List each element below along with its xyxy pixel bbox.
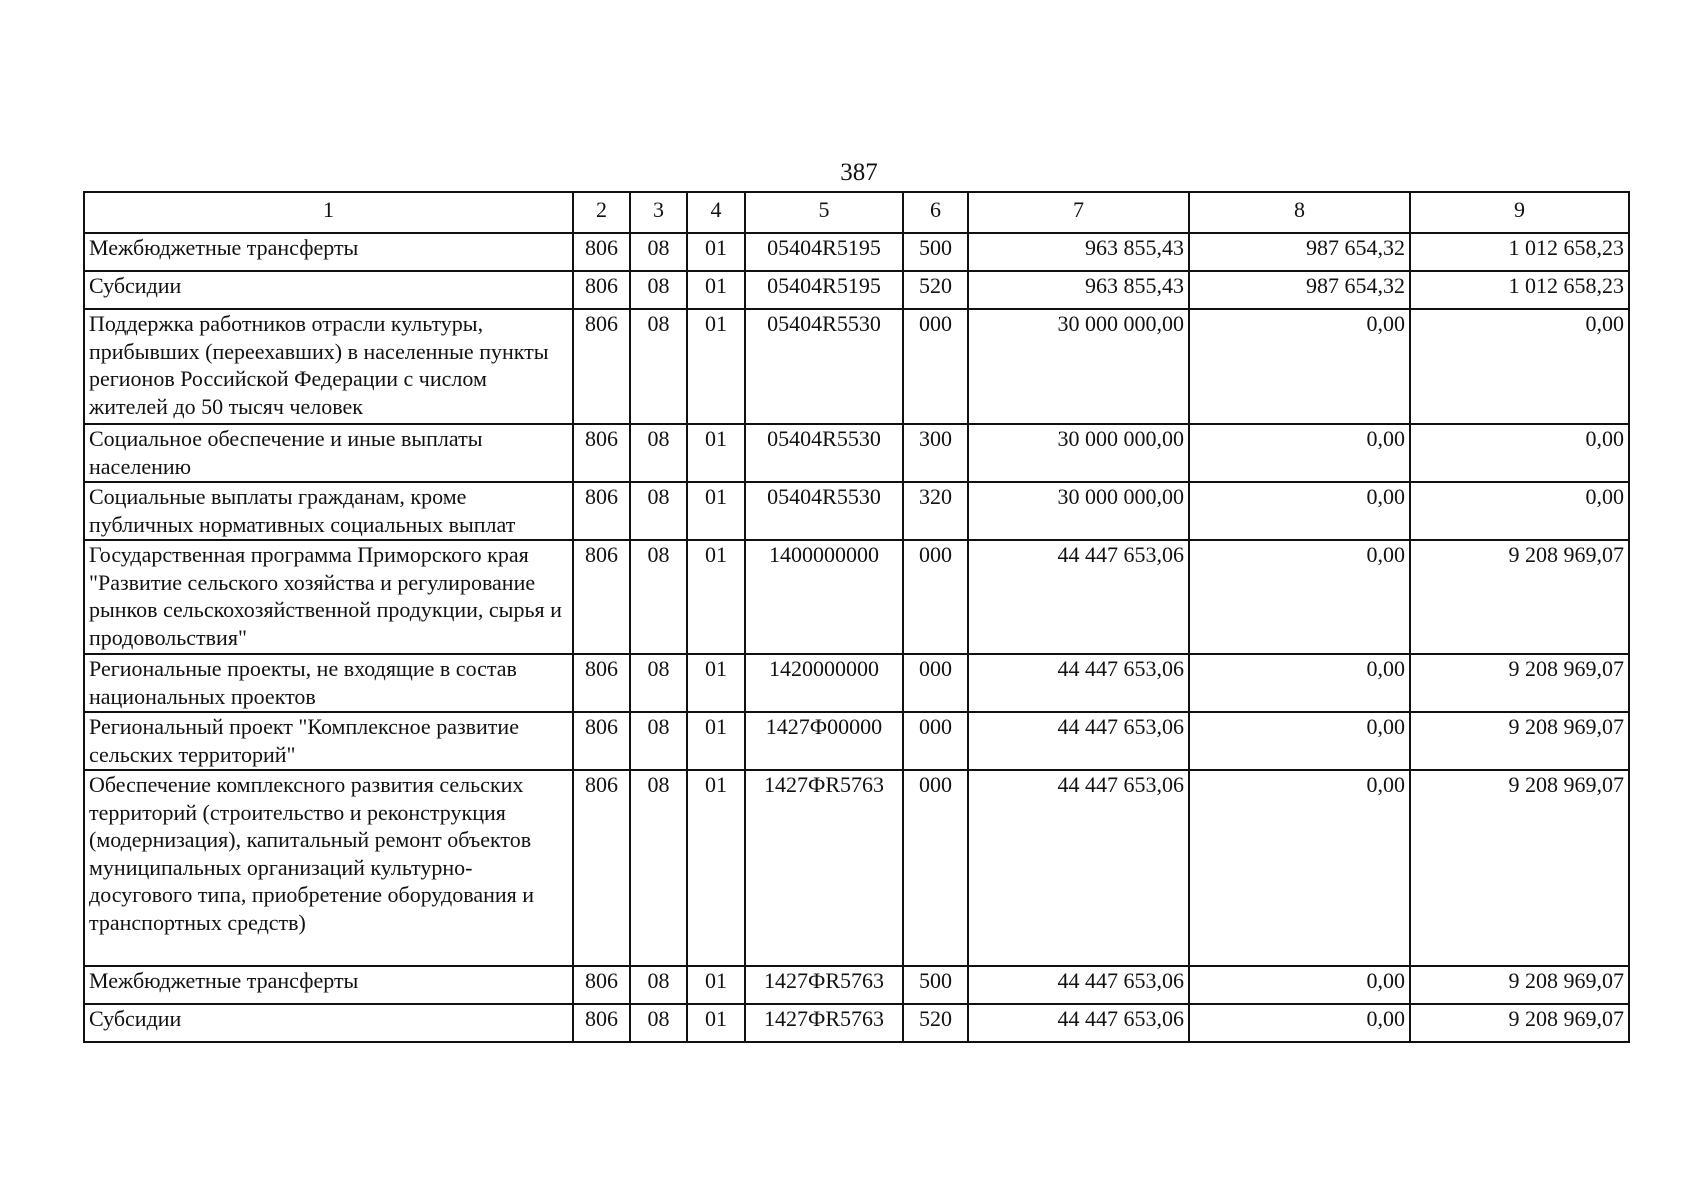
amount-col-8: 0,00 <box>1189 309 1410 424</box>
target-article-code: 05404R5530 <box>745 482 903 540</box>
subsection-code: 01 <box>687 654 745 712</box>
amount-col-8: 987 654,32 <box>1189 271 1410 309</box>
row-name: Региональный проект "Комплексное развитие сельских территорий" <box>84 712 573 770</box>
section-code: 08 <box>630 271 687 309</box>
amount-col-8: 0,00 <box>1189 712 1410 770</box>
amount-col-9: 9 208 969,07 <box>1410 712 1629 770</box>
subsection-code: 01 <box>687 540 745 654</box>
target-article-code: 05404R5195 <box>745 233 903 271</box>
target-article-code: 05404R5530 <box>745 424 903 482</box>
column-header: 7 <box>968 192 1189 233</box>
subsection-code: 01 <box>687 271 745 309</box>
row-name: Региональные проекты, не входящие в состав национальных проектов <box>84 654 573 712</box>
amount-col-7: 30 000 000,00 <box>968 482 1189 540</box>
expense-type-code: 000 <box>903 654 968 712</box>
amount-col-7: 44 447 653,06 <box>968 966 1189 1004</box>
target-article-code: 1427ФR5763 <box>745 770 903 966</box>
table-row <box>84 1004 1629 1042</box>
table-row <box>84 540 1629 654</box>
expense-type-code: 000 <box>903 770 968 966</box>
amount-col-7: 30 000 000,00 <box>968 424 1189 482</box>
expense-type-code: 320 <box>903 482 968 540</box>
column-header: 5 <box>745 192 903 233</box>
amount-col-7: 30 000 000,00 <box>968 309 1189 424</box>
ministry-code: 806 <box>573 271 630 309</box>
table-row <box>84 770 1629 966</box>
ministry-code: 806 <box>573 966 630 1004</box>
amount-col-7: 963 855,43 <box>968 271 1189 309</box>
subsection-code: 01 <box>687 1004 745 1042</box>
expense-type-code: 000 <box>903 309 968 424</box>
column-header: 4 <box>687 192 745 233</box>
row-name: Государственная программа Приморского края "Развитие сельского хозяйства и регулирование рынков сельскохозяйственной продукции, сырья и продовольствия" <box>84 540 573 654</box>
amount-col-9: 9 208 969,07 <box>1410 1004 1629 1042</box>
expense-type-code: 500 <box>903 233 968 271</box>
row-name: Поддержка работников отрасли культуры, прибывших (переехавших) в населенные пункты регионов Российской Федерации с числом жителей до 50 тысяч человек <box>84 309 573 424</box>
amount-col-7: 44 447 653,06 <box>968 1004 1189 1042</box>
section-code: 08 <box>630 712 687 770</box>
expense-type-code: 000 <box>903 712 968 770</box>
ministry-code: 806 <box>573 712 630 770</box>
ministry-code: 806 <box>573 233 630 271</box>
column-header: 6 <box>903 192 968 233</box>
ministry-code: 806 <box>573 309 630 424</box>
amount-col-9: 1 012 658,23 <box>1410 271 1629 309</box>
column-header: 1 <box>84 192 573 233</box>
amount-col-9: 9 208 969,07 <box>1410 654 1629 712</box>
table-row <box>84 271 1629 309</box>
section-code: 08 <box>630 482 687 540</box>
section-code: 08 <box>630 770 687 966</box>
subsection-code: 01 <box>687 712 745 770</box>
ministry-code: 806 <box>573 424 630 482</box>
amount-col-8: 0,00 <box>1189 482 1410 540</box>
section-code: 08 <box>630 309 687 424</box>
amount-col-8: 0,00 <box>1189 540 1410 654</box>
section-code: 08 <box>630 424 687 482</box>
subsection-code: 01 <box>687 770 745 966</box>
amount-col-9: 0,00 <box>1410 309 1629 424</box>
target-article-code: 1427ФR5763 <box>745 1004 903 1042</box>
row-name: Межбюджетные трансферты <box>84 966 573 1004</box>
ministry-code: 806 <box>573 482 630 540</box>
amount-col-8: 0,00 <box>1189 654 1410 712</box>
table-row <box>84 482 1629 540</box>
row-name: Субсидии <box>84 271 573 309</box>
row-name: Социальное обеспечение и иные выплаты населению <box>84 424 573 482</box>
row-name: Социальные выплаты гражданам, кроме публичных нормативных социальных выплат <box>84 482 573 540</box>
amount-col-7: 44 447 653,06 <box>968 654 1189 712</box>
subsection-code: 01 <box>687 233 745 271</box>
amount-col-8: 0,00 <box>1189 966 1410 1004</box>
row-name: Обеспечение комплексного развития сельских территорий (строительство и реконструкция (модернизация), капитальный ремонт объектов муниципальных организаций культурно-досугового типа, приобретение оборудования и транспортных средств) <box>84 770 573 966</box>
column-header: 9 <box>1410 192 1629 233</box>
expense-type-code: 520 <box>903 1004 968 1042</box>
expense-type-code: 520 <box>903 271 968 309</box>
target-article-code: 05404R5195 <box>745 271 903 309</box>
table-row <box>84 966 1629 1004</box>
target-article-code: 1427Ф00000 <box>745 712 903 770</box>
target-article-code: 1420000000 <box>745 654 903 712</box>
section-code: 08 <box>630 540 687 654</box>
column-header: 2 <box>573 192 630 233</box>
amount-col-8: 0,00 <box>1189 424 1410 482</box>
target-article-code: 1400000000 <box>745 540 903 654</box>
page-number: 387 <box>840 159 878 186</box>
target-article-code: 05404R5530 <box>745 309 903 424</box>
ministry-code: 806 <box>573 654 630 712</box>
amount-col-9: 0,00 <box>1410 482 1629 540</box>
amount-col-9: 9 208 969,07 <box>1410 540 1629 654</box>
section-code: 08 <box>630 1004 687 1042</box>
column-header: 3 <box>630 192 687 233</box>
table-row <box>84 654 1629 712</box>
subsection-code: 01 <box>687 309 745 424</box>
row-name: Субсидии <box>84 1004 573 1042</box>
row-name: Межбюджетные трансферты <box>84 233 573 271</box>
amount-col-8: 0,00 <box>1189 770 1410 966</box>
target-article-code: 1427ФR5763 <box>745 966 903 1004</box>
subsection-code: 01 <box>687 966 745 1004</box>
section-code: 08 <box>630 966 687 1004</box>
header-row <box>84 192 1629 233</box>
ministry-code: 806 <box>573 770 630 966</box>
amount-col-9: 9 208 969,07 <box>1410 966 1629 1004</box>
section-code: 08 <box>630 654 687 712</box>
subsection-code: 01 <box>687 424 745 482</box>
budget-table <box>83 191 1630 1043</box>
subsection-code: 01 <box>687 482 745 540</box>
amount-col-7: 963 855,43 <box>968 233 1189 271</box>
amount-col-9: 1 012 658,23 <box>1410 233 1629 271</box>
ministry-code: 806 <box>573 540 630 654</box>
section-code: 08 <box>630 233 687 271</box>
table-row <box>84 424 1629 482</box>
amount-col-8: 987 654,32 <box>1189 233 1410 271</box>
table-row <box>84 233 1629 271</box>
table-row <box>84 712 1629 770</box>
expense-type-code: 300 <box>903 424 968 482</box>
amount-col-9: 9 208 969,07 <box>1410 770 1629 966</box>
amount-col-7: 44 447 653,06 <box>968 712 1189 770</box>
expense-type-code: 000 <box>903 540 968 654</box>
expense-type-code: 500 <box>903 966 968 1004</box>
column-header: 8 <box>1189 192 1410 233</box>
amount-col-7: 44 447 653,06 <box>968 770 1189 966</box>
amount-col-7: 44 447 653,06 <box>968 540 1189 654</box>
ministry-code: 806 <box>573 1004 630 1042</box>
amount-col-8: 0,00 <box>1189 1004 1410 1042</box>
amount-col-9: 0,00 <box>1410 424 1629 482</box>
table-row <box>84 309 1629 424</box>
